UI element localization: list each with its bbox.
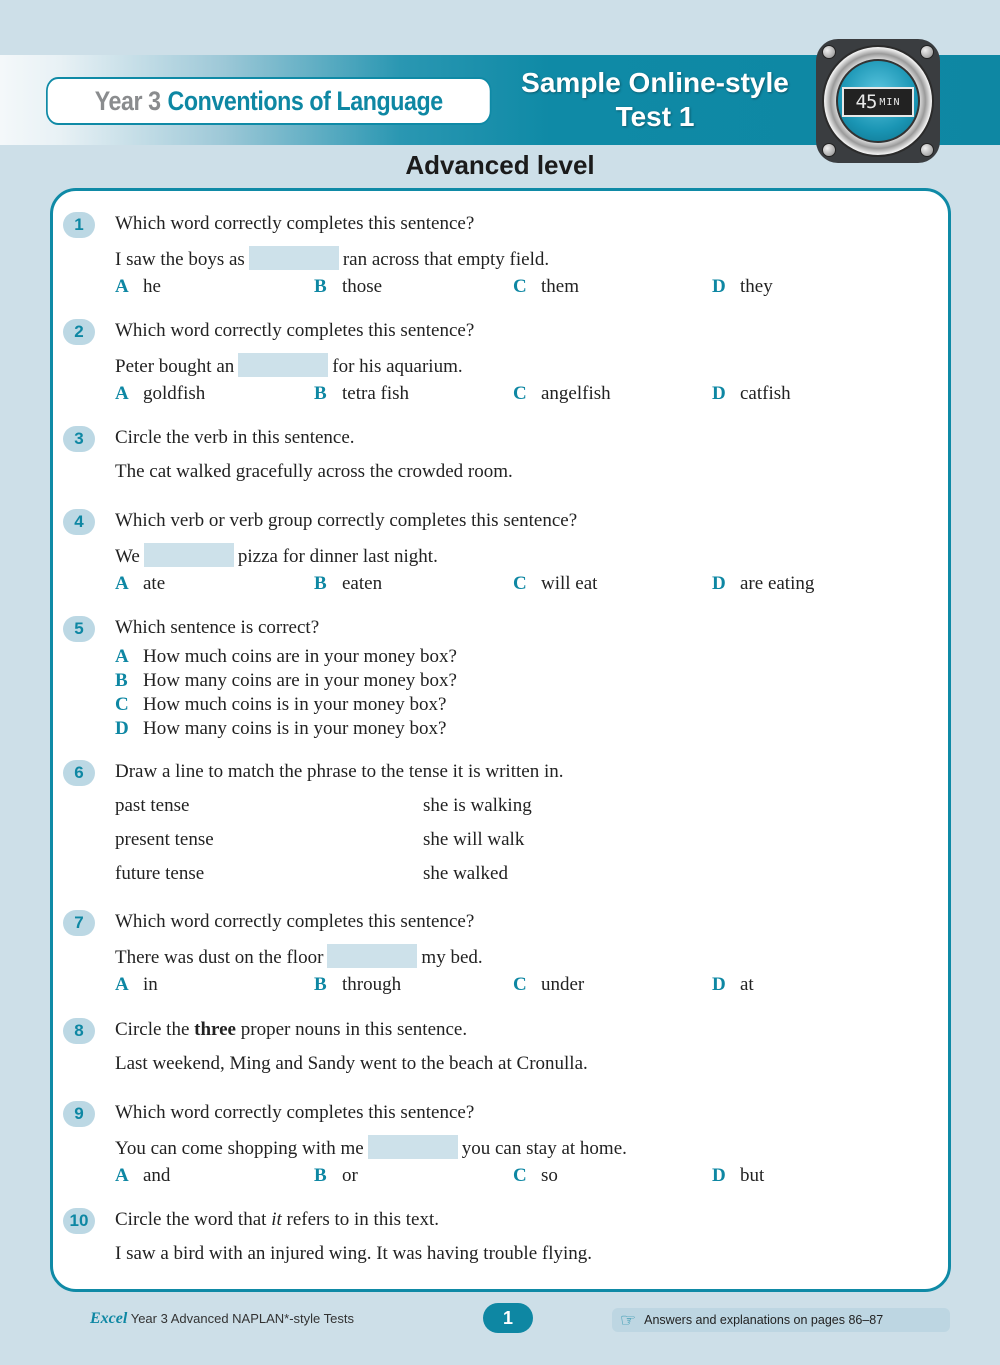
question-sentence — [115, 1135, 627, 1161]
question-sentence — [115, 543, 438, 569]
timer-unit: MIN — [879, 96, 901, 108]
option-letter: C — [513, 974, 527, 995]
question-prompt: Which sentence is correct? — [115, 617, 320, 638]
timer-display — [842, 87, 914, 117]
question-number-badge: 9 — [63, 1101, 95, 1127]
option-letter: D — [712, 974, 726, 995]
subject-title — [46, 77, 491, 125]
match-item[interactable]: she will walk — [423, 829, 525, 850]
prompt-text: refers to in this text. — [286, 1209, 439, 1230]
option-b[interactable] — [314, 572, 382, 596]
question-sentence — [115, 353, 463, 379]
prompt-text: Circle the — [115, 1019, 190, 1040]
option-letter: D — [712, 383, 726, 404]
answer-blank[interactable] — [249, 246, 339, 270]
option-letter: B — [115, 670, 128, 691]
stopwatch-icon — [812, 35, 944, 167]
match-item[interactable]: she is walking — [423, 795, 532, 816]
test-title — [500, 66, 810, 134]
option-letter: C — [513, 383, 527, 404]
timer-value: 45 — [855, 91, 877, 113]
question-number-badge: 1 — [63, 212, 95, 238]
prompt-text: proper nouns in this sentence. — [240, 1019, 468, 1040]
screw-icon — [920, 45, 934, 59]
option-letter: D — [712, 1165, 726, 1186]
option-text: How many coins are in your money box? — [143, 670, 457, 691]
page-number: 1 — [483, 1303, 533, 1333]
option-text: How many coins is in your money box? — [143, 718, 447, 739]
option-d[interactable] — [712, 382, 791, 406]
question-prompt — [115, 1208, 439, 1232]
tense-column — [115, 794, 214, 896]
screw-icon — [822, 45, 836, 59]
option-d[interactable] — [712, 572, 814, 596]
option-text: How much coins is in your money box? — [143, 694, 447, 715]
sentence-before: We — [115, 546, 140, 567]
option-c[interactable] — [115, 693, 457, 717]
subject-label: Conventions of Language — [167, 85, 443, 116]
option-text: eaten — [342, 573, 383, 594]
option-text: and — [143, 1165, 171, 1186]
sentence-after: pizza for dinner last night. — [237, 546, 438, 567]
option-text: or — [342, 1165, 358, 1186]
answers-note-text: Answers and explanations on pages 86–87 — [644, 1313, 884, 1327]
year-label: Year 3 — [94, 85, 161, 116]
question-prompt — [115, 1018, 467, 1042]
option-text: at — [740, 974, 754, 995]
prompt-emphasis: three — [194, 1019, 236, 1040]
option-b[interactable] — [314, 973, 401, 997]
option-text: under — [541, 974, 585, 995]
book-title: Year 3 Advanced NAPLAN*-style Tests — [130, 1311, 355, 1326]
pointing-hand-icon: ☞ — [620, 1310, 637, 1330]
question-sentence[interactable]: The cat walked gracefully across the crowded room. — [115, 461, 513, 482]
sentence-before: I saw the boys as — [115, 249, 245, 270]
answer-blank[interactable] — [144, 543, 234, 567]
sentence-before: You can come shopping with me — [115, 1138, 364, 1159]
option-text: those — [342, 276, 383, 297]
question-prompt: Which word correctly completes this sentence? — [115, 320, 475, 341]
option-letter: D — [712, 573, 726, 594]
option-b[interactable] — [314, 275, 382, 299]
option-letter: B — [314, 1165, 327, 1186]
option-d[interactable] — [712, 973, 754, 997]
option-b[interactable] — [314, 382, 409, 406]
option-c[interactable] — [513, 382, 611, 406]
test-title-line1: Sample Online-style — [521, 67, 789, 98]
option-letter: B — [314, 276, 327, 297]
option-a[interactable] — [115, 572, 165, 596]
question-sentence — [115, 246, 549, 272]
option-c[interactable] — [513, 275, 579, 299]
footer-book-title — [90, 1310, 354, 1328]
option-text: them — [541, 276, 579, 297]
sentence-after: ran across that empty field. — [342, 249, 550, 270]
match-item[interactable]: future tense — [115, 863, 205, 884]
option-text: are eating — [740, 573, 815, 594]
option-letter: B — [314, 383, 327, 404]
sentence-before: There was dust on the floor — [115, 947, 324, 968]
option-text: they — [740, 276, 773, 297]
option-letter: B — [314, 573, 327, 594]
answer-options — [115, 275, 915, 299]
option-c[interactable] — [513, 973, 584, 997]
answer-options — [115, 973, 915, 997]
option-text: catfish — [740, 383, 791, 404]
option-a[interactable] — [115, 382, 205, 406]
option-letter: C — [513, 276, 527, 297]
option-a[interactable] — [115, 1164, 170, 1188]
option-letter: C — [513, 1165, 527, 1186]
option-text: so — [541, 1165, 558, 1186]
option-a[interactable] — [115, 275, 161, 299]
option-letter: C — [513, 573, 527, 594]
question-sentence[interactable]: I saw a bird with an injured wing. It was having trouble flying. — [115, 1243, 593, 1264]
answer-options — [115, 382, 915, 406]
matching-exercise — [115, 794, 715, 904]
question-sentence — [115, 944, 483, 970]
question-number-badge: 5 — [63, 616, 95, 642]
question-number-badge: 8 — [63, 1018, 95, 1044]
option-c[interactable] — [513, 572, 597, 596]
option-d[interactable] — [115, 717, 457, 741]
option-text: goldfish — [143, 383, 206, 404]
option-text: in — [143, 974, 158, 995]
prompt-text: Circle the word that — [115, 1209, 267, 1230]
option-letter: D — [712, 276, 726, 297]
option-letter: A — [115, 646, 129, 667]
answer-options — [115, 645, 457, 741]
question-prompt: Which verb or verb group correctly completes this sentence? — [115, 510, 578, 531]
match-item[interactable]: she walked — [423, 863, 508, 884]
question-number-badge: 6 — [63, 760, 95, 786]
question-number-badge: 3 — [63, 426, 95, 452]
option-d[interactable] — [712, 1164, 764, 1188]
option-text: he — [143, 276, 161, 297]
option-letter: A — [115, 383, 129, 404]
option-a[interactable] — [115, 973, 158, 997]
option-text: tetra fish — [342, 383, 410, 404]
option-letter: A — [115, 1165, 129, 1186]
option-b[interactable] — [115, 669, 457, 693]
answer-options — [115, 1164, 915, 1188]
option-letter: A — [115, 974, 129, 995]
question-prompt: Draw a line to match the phrase to the tense it is written in. — [115, 761, 564, 782]
sentence-after: you can stay at home. — [461, 1138, 627, 1159]
prompt-emphasis: it — [271, 1209, 282, 1230]
answer-blank[interactable] — [368, 1135, 458, 1159]
option-letter: D — [115, 718, 129, 739]
sentence-after: for his aquarium. — [332, 356, 463, 377]
question-number-badge: 2 — [63, 319, 95, 345]
option-b[interactable] — [314, 1164, 358, 1188]
question-prompt: Which word correctly completes this sentence? — [115, 911, 475, 932]
option-d[interactable] — [712, 275, 773, 299]
sentence-after: my bed. — [421, 947, 483, 968]
level-heading: Advanced level — [405, 150, 595, 180]
option-letter: C — [115, 694, 129, 715]
option-a[interactable] — [115, 645, 457, 669]
option-text: ate — [143, 573, 166, 594]
answer-blank[interactable] — [327, 944, 417, 968]
option-text: will eat — [541, 573, 598, 594]
option-text: but — [740, 1165, 765, 1186]
question-sentence[interactable]: Last weekend, Ming and Sandy went to the beach at Cronulla. — [115, 1053, 588, 1074]
question-number-badge: 10 — [63, 1208, 95, 1234]
option-text: How much coins are in your money box? — [143, 646, 457, 667]
test-title-line2: Test 1 — [615, 101, 695, 132]
answers-note — [612, 1308, 950, 1332]
brand-logo: Excel — [90, 1310, 128, 1327]
question-prompt: Circle the verb in this sentence. — [115, 427, 355, 448]
sentence-before: Peter bought an — [115, 356, 235, 377]
question-number-badge: 7 — [63, 910, 95, 936]
match-item[interactable]: present tense — [115, 829, 214, 850]
option-c[interactable] — [513, 1164, 558, 1188]
option-text: angelfish — [541, 383, 611, 404]
question-prompt: Which word correctly completes this sentence? — [115, 1102, 475, 1123]
option-letter: A — [115, 276, 129, 297]
answer-options — [115, 572, 915, 596]
question-number-badge: 4 — [63, 509, 95, 535]
match-item[interactable]: past tense — [115, 795, 190, 816]
phrase-column — [423, 794, 532, 896]
option-text: through — [342, 974, 402, 995]
answer-blank[interactable] — [238, 353, 328, 377]
option-letter: A — [115, 573, 129, 594]
question-prompt: Which word correctly completes this sentence? — [115, 213, 475, 234]
option-letter: B — [314, 974, 327, 995]
